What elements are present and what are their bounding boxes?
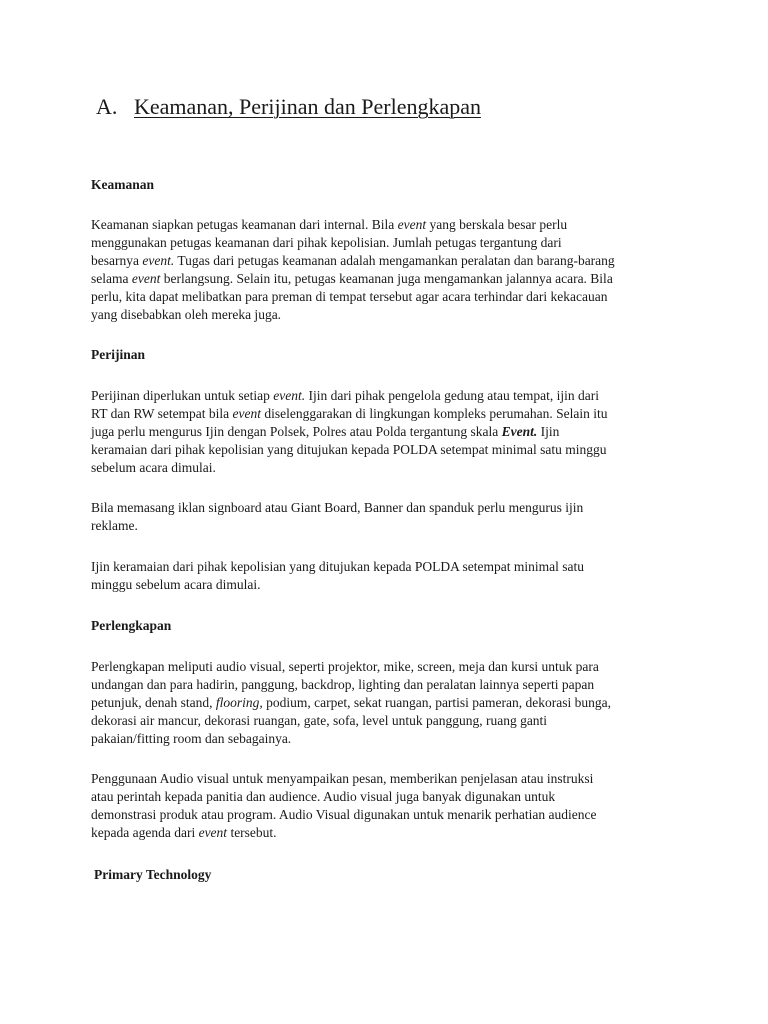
text-run: perlu, kita dapat melibatkan para preman di tempat tersebut agar acara terhindar dari kekacauan: [91, 289, 608, 304]
text-run: podium, carpet, sekat ruangan, partisi pameran, dekorasi bunga,: [262, 695, 612, 710]
text-line: [91, 694, 681, 712]
text-run: Ijin: [537, 424, 560, 439]
text-run: minggu sebelum acara dimulai.: [91, 577, 261, 592]
text-run: diselenggarakan di lingkungan kompleks perumahan. Selain itu: [261, 406, 608, 421]
text-run: demonstrasi produk atau program. Audio Visual digunakan untuk menarik perhatian audience: [91, 807, 597, 822]
section-title: Keamanan, Perijinan dan Perlengkapan: [134, 94, 481, 119]
text-run: Keamanan siapkan petugas keamanan dari internal. Bila: [91, 217, 398, 232]
text-run: besarnya: [91, 253, 143, 268]
text-run: event: [397, 217, 427, 232]
text-run: Event.: [501, 424, 538, 439]
text-run: yang berskala besar perlu: [426, 217, 568, 232]
text-run: atau perintah kepada panitia dan audience. Audio visual juga banyak digunakan untuk: [91, 789, 556, 804]
text-run: event.: [142, 253, 175, 268]
text-run: Perlengkapan meliputi audio visual, seperti projektor, mike, screen, meja dan kursi untuk para: [91, 659, 599, 674]
subheading-primary-technology: Primary Technology: [94, 867, 212, 882]
text-line: [91, 252, 681, 270]
text-line: [91, 234, 681, 252]
text-run: event: [198, 825, 228, 840]
paragraph-keamanan: [91, 216, 681, 324]
paragraph-perlengkapan-2: [91, 770, 681, 842]
text-run: Ijin keramaian dari pihak kepolisian yang ditujukan kepada POLDA setempat minimal satu: [91, 559, 585, 574]
paragraph-perlengkapan-1: [91, 658, 681, 748]
text-line: [91, 459, 681, 477]
text-line: [91, 423, 681, 441]
text-line: [91, 770, 681, 788]
text-run: Perijinan diperlukan untuk setiap: [91, 388, 274, 403]
section-heading: [96, 92, 481, 122]
text-run: kepada agenda dari: [91, 825, 199, 840]
text-run: Penggunaan Audio visual untuk menyampaikan pesan, memberikan penjelasan atau instruksi: [91, 771, 594, 786]
text-run: event: [131, 271, 161, 286]
section-marker: A.: [96, 94, 118, 119]
text-line: [91, 730, 681, 748]
text-run: juga perlu mengurus Ijin dengan Polsek, Polres atau Polda tergantung skala: [91, 424, 502, 439]
text-line: [91, 806, 681, 824]
text-run: tersebut.: [227, 825, 277, 840]
text-line: [91, 499, 681, 517]
paragraph-perijinan-2: [91, 499, 681, 535]
text-line: [91, 576, 681, 594]
text-run: selama: [91, 271, 132, 286]
text-run: keramaian dari pihak kepolisian yang ditujukan kepada POLDA setempat minimal satu minggu: [91, 442, 607, 457]
text-run: Bila memasang iklan signboard atau Giant Board, Banner dan spanduk perlu mengurus ijin: [91, 500, 584, 515]
text-run: Ijin dari pihak pengelola gedung atau tempat, ijin dari: [305, 388, 599, 403]
text-line: [91, 676, 681, 694]
text-line: [91, 387, 681, 405]
text-run: undangan dan para hadirin, panggung, backdrop, lighting dan peralatan lainnya seperti papan: [91, 677, 595, 692]
subheading-perijinan: Perijinan: [91, 347, 145, 362]
text-run: pakaian/fitting room dan sebagainya.: [91, 731, 292, 746]
text-run: menggunakan petugas keamanan dari pihak kepolisian. Jumlah petugas tergantung dari: [91, 235, 562, 250]
text-run: flooring,: [215, 695, 263, 710]
text-line: [91, 270, 681, 288]
text-run: yang disebabkan oleh mereka juga.: [91, 307, 282, 322]
text-line: [91, 712, 681, 730]
text-run: event.: [273, 388, 306, 403]
text-run: Tugas dari petugas keamanan adalah mengamankan peralatan dan barang-barang: [174, 253, 615, 268]
text-line: [91, 216, 681, 234]
text-line: [91, 558, 681, 576]
subheading-perlengkapan: Perlengkapan: [91, 618, 172, 633]
text-run: event: [232, 406, 262, 421]
text-line: [91, 441, 681, 459]
text-line: [91, 517, 681, 535]
text-run: berlangsung. Selain itu, petugas keamanan juga mengamankan jalannya acara. Bila: [160, 271, 613, 286]
text-line: [91, 788, 681, 806]
text-line: [91, 288, 681, 306]
text-line: [91, 658, 681, 676]
paragraph-perijinan-1: [91, 387, 681, 477]
text-line: [91, 405, 681, 423]
text-run: dekorasi air mancur, dekorasi ruangan, gate, sofa, level untuk panggung, ruang ganti: [91, 713, 548, 728]
text-run: petunjuk, denah stand,: [91, 695, 216, 710]
text-run: reklame.: [91, 518, 138, 533]
text-line: [91, 306, 681, 324]
subheading-keamanan: Keamanan: [91, 177, 155, 192]
paragraph-perijinan-3: [91, 558, 681, 594]
text-run: sebelum acara dimulai.: [91, 460, 216, 475]
text-line: [91, 824, 681, 842]
text-run: RT dan RW setempat bila: [91, 406, 233, 421]
